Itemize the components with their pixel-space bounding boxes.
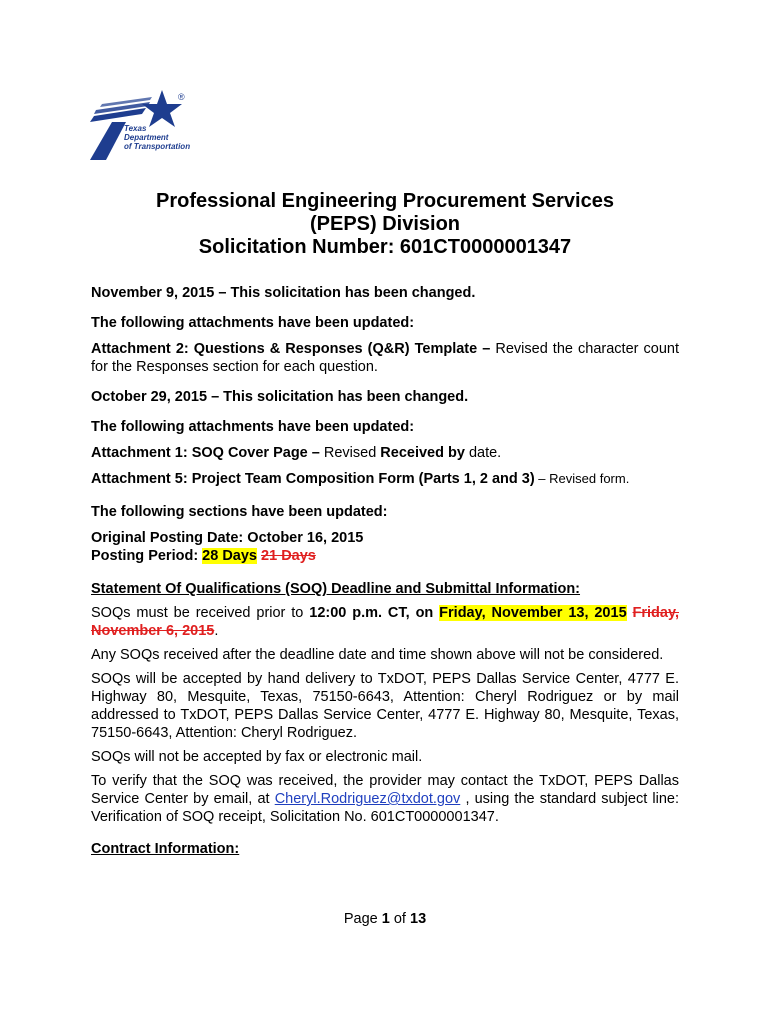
posting-period-new: 28 Days (202, 548, 257, 564)
attachment-1-label: Attachment 1: SOQ Cover Page – (91, 445, 320, 461)
soq-deadline-text: SOQs must be received prior to (91, 605, 310, 621)
verify-receipt-text-end: , using the standard subject line: Verification of SOQ receipt, Solicitation No. 601CT0000001347. (91, 791, 679, 825)
title-line-1: Professional Engineering Procurement Services (156, 190, 614, 212)
page-number: 1 (381, 911, 390, 927)
registered-mark: ® (178, 92, 185, 102)
late-soq-paragraph: Any SOQs received after the deadline date and time shown above will not be considered. (91, 647, 664, 663)
attachment-2-note (91, 340, 679, 376)
attachment-5-note (91, 470, 679, 488)
page-footer (0, 911, 770, 927)
document-title (91, 190, 679, 259)
sections-updated-heading: The following sections have been updated: (91, 504, 388, 520)
attachment-5-text: – Revised form. (534, 471, 630, 486)
attachment-2-text: Revised the character count for the Responses section for each question. (91, 341, 679, 375)
title-line-3: Solicitation Number: 601CT0000001347 (198, 236, 572, 258)
attachment-2-label: Attachment 2: Questions & Responses (Q&R) Template – (91, 341, 491, 357)
soq-deadline-time: 12:00 p.m. CT, on (309, 605, 440, 621)
page-of-label: of (389, 911, 410, 927)
verify-receipt-paragraph (91, 772, 679, 826)
soq-deadline-new-date: Friday, November 13, 2015 (439, 605, 627, 621)
update-nov9-heading: November 9, 2015 – This solicitation has been changed. (91, 285, 476, 301)
soq-deadline-old-date: Friday, November 6, 2015 (91, 605, 679, 639)
update-nov9-attachments-heading: The following attachments have been updated: (91, 315, 415, 331)
posting-period-old: 21 Days (261, 548, 316, 564)
txdot-logo (84, 88, 204, 168)
page-total: 13 (410, 911, 427, 927)
soq-deadline-end: . (214, 623, 219, 639)
soq-delivery-paragraph: SOQs will be accepted by hand delivery to TxDOT, PEPS Dallas Service Center, 4777 E. Highway 80, Mesquite, Texas, 75150-6643, Attention: Cheryl Rodriguez or by mail addressed to TxDOT, PEPS Dallas Service Center, 4777 E. Highway 80, Mesquite, Texas, 75150-6643, Attention: Cheryl Rodriguez. (91, 671, 679, 741)
logo-line-texas: Texas (124, 124, 147, 133)
attachment-1-text: Revised (319, 445, 381, 461)
update-oct29-heading: October 29, 2015 – This solicitation has been changed. (91, 389, 469, 405)
attachment-1-note (91, 444, 679, 462)
update-oct29-attachments-heading: The following attachments have been updated: (91, 419, 415, 435)
contract-information-heading: Contract Information: (91, 841, 240, 857)
logo-line-transportation: of Transportation (124, 142, 191, 151)
posting-period (91, 547, 679, 565)
page-label: Page (343, 911, 382, 927)
no-fax-paragraph: SOQs will not be accepted by fax or electronic mail. (91, 749, 423, 765)
title-line-2: (PEPS) Division (309, 213, 461, 235)
posting-period-label: Posting Period: (91, 548, 203, 564)
original-posting-date: Original Posting Date: October 16, 2015 (91, 530, 364, 546)
verify-receipt-text: To verify that the SOQ was received, the provider may contact the TxDOT, PEPS Dallas Service Center by email, at (91, 773, 679, 807)
logo-line-department: Department (124, 133, 169, 142)
received-by-label: Received by (380, 445, 465, 461)
soq-deadline-paragraph (91, 604, 679, 640)
txdot-logo-text (124, 124, 190, 151)
soq-deadline-heading: Statement Of Qualifications (SOQ) Deadline and Submittal Information: (91, 581, 581, 597)
contact-email-link[interactable]: Cheryl.Rodriguez@txdot.gov (274, 791, 461, 807)
attachment-5-label: Attachment 5: Project Team Composition Form (Parts 1, 2 and 3) (91, 471, 535, 487)
attachment-1-text-end: date. (464, 445, 502, 461)
document-body (91, 284, 679, 858)
